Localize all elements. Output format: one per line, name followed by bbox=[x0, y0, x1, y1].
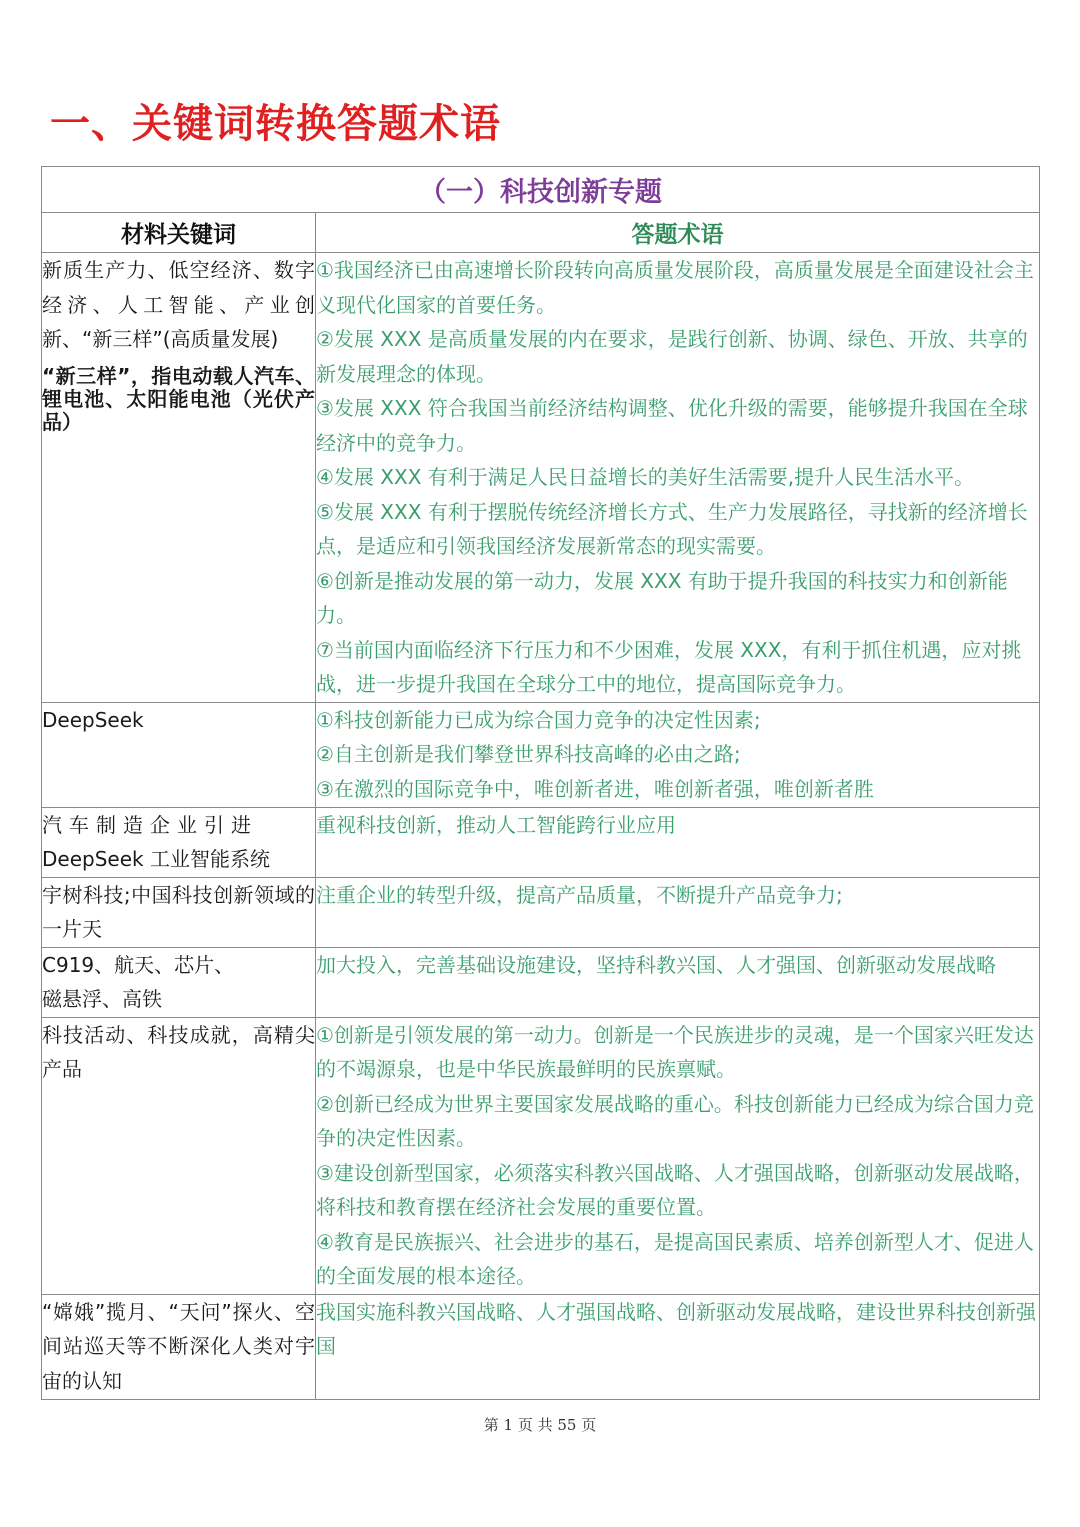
table-row bbox=[42, 253, 1040, 703]
answer-item: ①我国经济已由高速增长阶段转向高质量发展阶段，高质量发展是全面建设社会主义现代化国家的首要任务。 bbox=[316, 258, 1034, 317]
answer-item: ④教育是民族振兴、社会进步的基石，是提高国民素质、培养创新型人才、促进人的全面发展的根本途径。 bbox=[316, 1229, 1034, 1288]
answer-cell bbox=[316, 1017, 1040, 1294]
keyword-text: “嫦娥”揽月、“天问”探火、空间站巡天等不断深化人类对宇宙的认知 bbox=[42, 1299, 315, 1393]
answer-cell bbox=[316, 253, 1040, 703]
keyword-cell bbox=[42, 807, 316, 877]
page-title: 一、关键词转换答题术语 bbox=[50, 101, 501, 147]
answer-item: ⑤发展 XXX 有利于摆脱传统经济增长方式、生产力发展路径，寻找新的经济增长点，是适应和引领我国经济发展新常态的现实需要。 bbox=[316, 499, 1028, 558]
table-row bbox=[42, 947, 1040, 1017]
table-row bbox=[42, 807, 1040, 877]
table-row bbox=[42, 702, 1040, 807]
keyword-text-line2: 磁悬浮、高铁 bbox=[42, 987, 162, 1011]
answer-item: ③在激烈的国际竞争中，唯创新者进，唯创新者强，唯创新者胜 bbox=[316, 776, 874, 801]
keyword-text: 宇树科技;中国科技创新领域的一片天 bbox=[42, 882, 315, 941]
answer-item: ⑥创新是推动发展的第一动力，发展 XXX 有助于提升我国的科技实力和创新能力。 bbox=[316, 568, 1008, 627]
keyword-note: “新三样”，指电动载人汽车、锂电池、太阳能电池（光伏产品） bbox=[42, 363, 315, 434]
keyword-cell bbox=[42, 1017, 316, 1294]
column-header-keyword: 材料关键词 bbox=[42, 213, 316, 253]
keyword-cell bbox=[42, 947, 316, 1017]
answer-item: ①科技创新能力已成为综合国力竞争的决定性因素; bbox=[316, 707, 761, 732]
table-row bbox=[42, 1017, 1040, 1294]
answer-item: ③发展 XXX 符合我国当前经济结构调整、优化升级的需要，能够提升我国在全球经济中的竞争力。 bbox=[316, 396, 1028, 455]
answer-item: ③建设创新型国家，必须落实科教兴国战略、人才强国战略，创新驱动发展战略，将科技和教育摆在经济社会发展的重要位置。 bbox=[316, 1160, 1034, 1219]
page-footer: 第 1 页 共 55 页 bbox=[483, 1416, 597, 1434]
keyword-text: DeepSeek bbox=[42, 707, 144, 732]
answer-cell bbox=[316, 877, 1040, 947]
answer-cell bbox=[316, 947, 1040, 1017]
answer-item: 注重企业的转型升级，提高产品质量，不断提升产品竞争力; bbox=[316, 882, 843, 907]
table-row bbox=[42, 1294, 1040, 1399]
table-row bbox=[42, 877, 1040, 947]
answer-cell bbox=[316, 702, 1040, 807]
keyword-table bbox=[41, 166, 1040, 1400]
answer-item: ①创新是引领发展的第一动力。创新是一个民族进步的灵魂，是一个国家兴旺发达的不竭源泉，也是中华民族最鲜明的民族禀赋。 bbox=[316, 1022, 1034, 1081]
keyword-text: 新质生产力、低空经济、数字经济、人工智能、产业创新、“新三样”(高质量发展) bbox=[42, 258, 315, 351]
answer-cell bbox=[316, 1294, 1040, 1399]
topic-row bbox=[42, 167, 1040, 213]
keyword-cell bbox=[42, 877, 316, 947]
answer-cell bbox=[316, 807, 1040, 877]
keyword-text-line1: C919、航天、芯片、 bbox=[42, 952, 235, 977]
keyword-cell bbox=[42, 1294, 316, 1399]
topic-heading: （一）科技创新专题 bbox=[42, 167, 1040, 213]
keyword-text-line2: DeepSeek 工业智能系统 bbox=[42, 847, 270, 871]
answer-item: 重视科技创新，推动人工智能跨行业应用 bbox=[316, 812, 676, 837]
column-header-row bbox=[42, 213, 1040, 253]
keyword-cell bbox=[42, 702, 316, 807]
answer-item: ②发展 XXX 是高质量发展的内在要求，是践行创新、协调、绿色、开放、共享的新发展理念的体现。 bbox=[316, 327, 1028, 386]
keyword-cell bbox=[42, 253, 316, 703]
keyword-text-line1: 汽车制造企业引进 bbox=[42, 812, 258, 837]
answer-item: ④发展 XXX 有利于满足人民日益增长的美好生活需要,提升人民生活水平。 bbox=[316, 465, 975, 489]
answer-item: ⑦当前国内面临经济下行压力和不少困难，发展 XXX，有利于抓住机遇，应对挑战，进一步提升我国在全球分工中的地位，提高国际竞争力。 bbox=[316, 637, 1022, 696]
answer-item: ②创新已经成为世界主要国家发展战略的重心。科技创新能力已经成为综合国力竞争的决定性因素。 bbox=[316, 1091, 1034, 1150]
answer-item: 加大投入，完善基础设施建设，坚持科教兴国、人才强国、创新驱动发展战略 bbox=[316, 952, 996, 977]
answer-item: 我国实施科教兴国战略、人才强国战略、创新驱动发展战略，建设世界科技创新强国 bbox=[316, 1299, 1036, 1358]
answer-item: ②自主创新是我们攀登世界科技高峰的必由之路; bbox=[316, 742, 741, 766]
keyword-text: 科技活动、科技成就，高精尖产品 bbox=[42, 1022, 315, 1081]
column-header-answer: 答题术语 bbox=[316, 213, 1040, 253]
